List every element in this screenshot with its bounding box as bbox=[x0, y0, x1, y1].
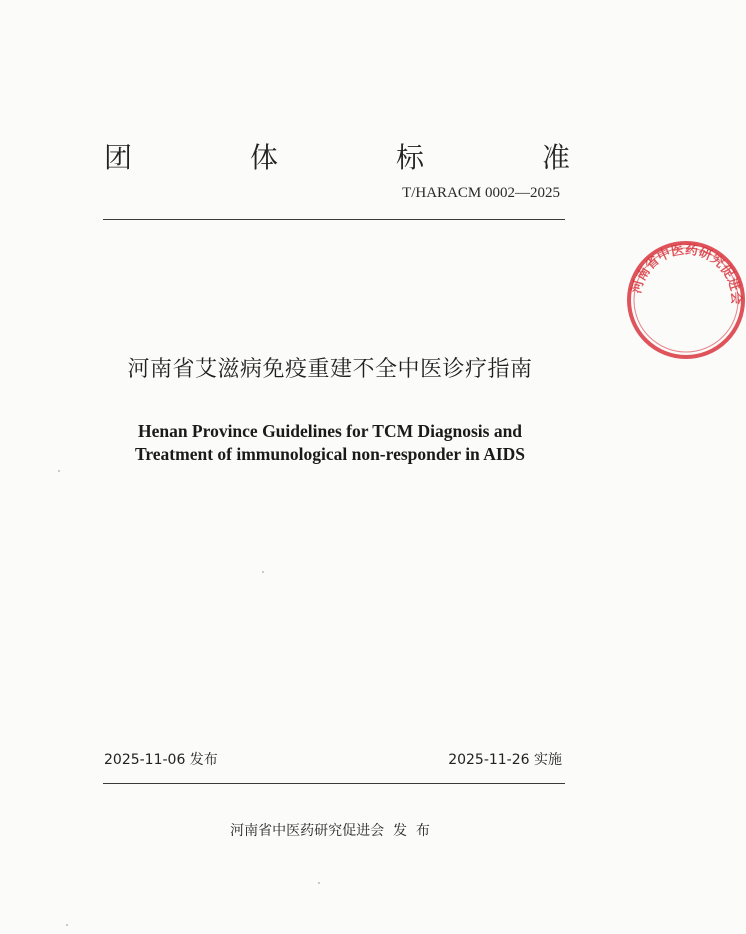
standard-number: T/HARACM 0002—2025 bbox=[402, 185, 560, 201]
bottom-divider bbox=[103, 783, 565, 784]
scan-speck bbox=[318, 882, 320, 884]
scan-speck bbox=[66, 924, 68, 926]
title-english-line-2: Treatment of immunological non-responder in AIDS bbox=[134, 444, 526, 464]
publisher: 河南省中医药研究促进会 发 布 bbox=[230, 823, 430, 839]
heading-char-3: 标 bbox=[395, 141, 424, 174]
seal-text: 河南省中医药研究促进会 bbox=[629, 242, 744, 305]
heading-char-2: 体 bbox=[249, 141, 278, 174]
issue-date: 2025-11-06 发布 bbox=[104, 752, 218, 768]
document-type-heading bbox=[104, 136, 570, 176]
title-chinese: 河南省艾滋病免疫重建不全中医诊疗指南 bbox=[127, 357, 533, 382]
scan-speck bbox=[262, 571, 264, 573]
title-english-line-1: Henan Province Guidelines for TCM Diagnosis and bbox=[137, 421, 523, 441]
heading-char-1: 团 bbox=[104, 141, 133, 174]
svg-text:河南省中医药研究促进会 bbox=[628, 242, 744, 305]
scan-speck bbox=[58, 470, 60, 472]
title-english bbox=[0, 420, 660, 466]
organization-seal bbox=[626, 240, 746, 360]
top-divider bbox=[103, 219, 565, 220]
implementation-date: 2025-11-26 实施 bbox=[448, 752, 562, 768]
heading-char-4: 准 bbox=[541, 141, 570, 174]
